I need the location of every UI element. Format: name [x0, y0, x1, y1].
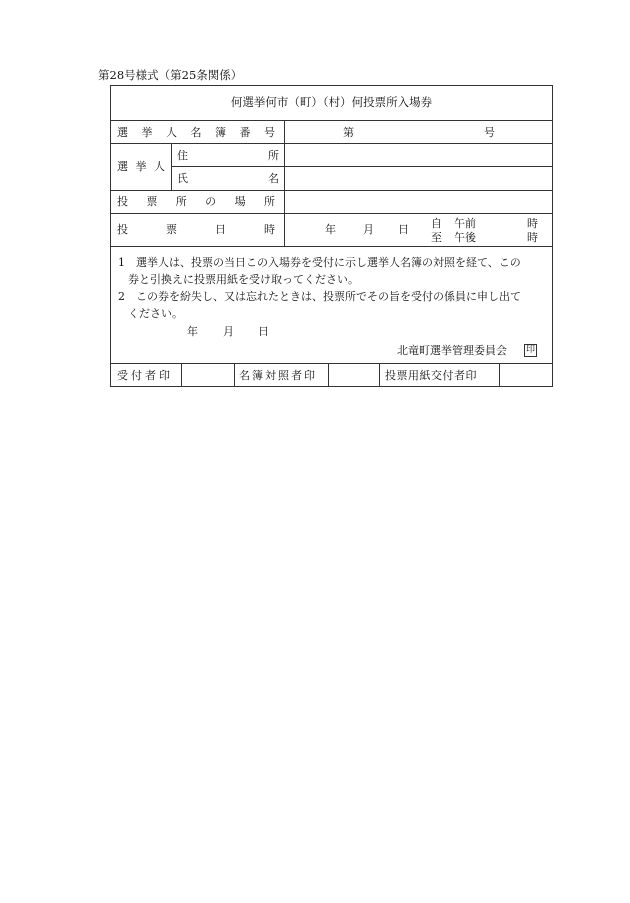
note-1-line-1: 1 選挙人は、投票の当日この入場券を受付に示し選挙人名簿の対照を経て、この — [118, 256, 521, 269]
elector-label: 選 挙 人 — [117, 160, 165, 173]
column-divider — [171, 143, 172, 190]
voting-day: 日 — [398, 223, 409, 236]
name-label-first: 氏 — [177, 172, 188, 185]
row-divider — [111, 190, 552, 191]
address-label-last: 所 — [268, 149, 279, 162]
note-date-year: 年 — [187, 325, 198, 338]
column-divider — [328, 363, 329, 387]
voting-datetime-label: 投 票 日 時 — [117, 223, 275, 236]
row-divider — [111, 246, 552, 247]
receiver-seal-label: 受付者印 — [117, 369, 173, 382]
column-divider — [499, 363, 500, 387]
polling-place-label: 投 票 所 の 場 所 — [117, 195, 275, 208]
voting-year: 年 — [325, 223, 336, 236]
column-divider — [379, 363, 380, 387]
time-from-label: 自 — [431, 217, 442, 230]
register-number-label: 選 挙 人 名 簿 番 号 — [117, 126, 275, 139]
column-divider — [284, 120, 285, 246]
register-number-suffix: 号 — [484, 126, 495, 139]
register-number-prefix: 第 — [343, 126, 354, 139]
address-label-first: 住 — [177, 149, 188, 162]
time-hour-2: 時 — [527, 231, 538, 244]
row-divider — [171, 166, 552, 167]
note-2-line-2: ください。 — [128, 307, 183, 320]
admission-ticket — [110, 85, 553, 387]
name-label-last: 名 — [268, 172, 279, 185]
row-divider — [111, 143, 552, 144]
time-to-label: 至 — [431, 231, 442, 244]
ticket-title: 何選挙何市（町）（村）何投票所入場券 — [230, 95, 433, 109]
register-check-seal-label: 名簿対照者印 — [239, 369, 317, 382]
row-divider — [111, 363, 552, 364]
column-divider — [234, 363, 235, 387]
column-divider — [181, 363, 182, 387]
ballot-issue-seal-label: 投票用紙交付者印 — [385, 369, 477, 382]
note-1-line-2: 券と引換えに投票用紙を受け取ってください。 — [128, 273, 359, 286]
note-2-line-1: 2 この券を紛失し、又は忘れたときは、投票所でその旨を受付の係員に申し出て — [118, 290, 521, 303]
time-hour-1: 時 — [527, 217, 538, 230]
issuer-name: 北竜町選挙管理委員会 — [397, 344, 507, 357]
time-pm-label: 午後 — [454, 231, 476, 244]
note-date-month: 月 — [223, 325, 234, 338]
issuer-seal: 印 — [526, 345, 536, 355]
note-date-day: 日 — [258, 325, 269, 338]
time-am-label: 午前 — [454, 217, 476, 230]
row-divider — [111, 120, 552, 121]
voting-month: 月 — [363, 223, 374, 236]
row-divider — [111, 213, 552, 214]
form-number: 第28号様式（第25条関係） — [98, 68, 243, 82]
